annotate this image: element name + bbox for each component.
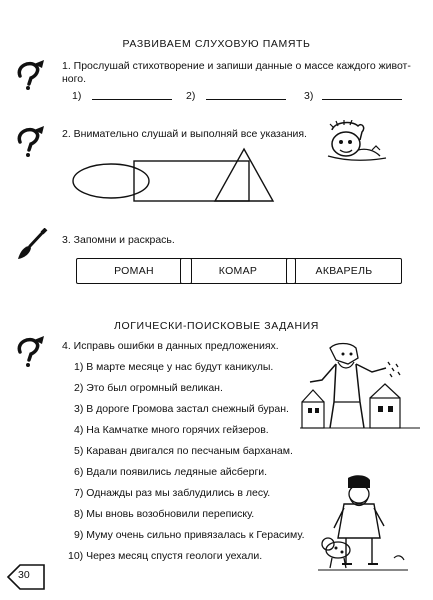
gerasim-illustration: [318, 474, 408, 574]
brush-icon: [14, 228, 48, 262]
word-box-1[interactable]: [76, 258, 192, 284]
answer-blank-1[interactable]: [92, 89, 172, 100]
task1-text-line1: 1. Прослушай стихотворение и запиши данные о массе каждого живот-: [62, 60, 411, 72]
task2-text: 2. Внимательно слушай и выполняй все указания.: [62, 128, 307, 140]
task3-text: 3. Запомни и раскрась.: [62, 234, 175, 246]
triangle-shape: [215, 149, 273, 201]
sentence-1: 1) В марте месяце у нас будут каникулы.: [74, 361, 274, 373]
page-number: 30: [18, 569, 30, 581]
boy-illustration: [322, 120, 388, 166]
blank-label-2: 2): [186, 90, 196, 102]
sentence-7: 7) Однажды раз мы заблудились в лесу.: [74, 487, 271, 499]
word-box-3[interactable]: [286, 258, 402, 284]
answer-blank-3[interactable]: [322, 89, 402, 100]
ellipse-shape: [73, 164, 149, 198]
sentence-8: 8) Мы вновь возобновили переписку.: [74, 508, 255, 520]
task1-text-line2: ного.: [62, 73, 86, 85]
sentence-4: 4) На Камчатке много горячих гейзеров.: [74, 424, 269, 436]
answer-blank-2[interactable]: [206, 89, 286, 100]
sentence-2: 2) Это был огромный великан.: [74, 382, 223, 394]
word-box-2-label: КОМАР: [218, 265, 258, 277]
ear-question-icon: [14, 334, 48, 368]
sentence-6: 6) Вдали появились ледяные айсберги.: [74, 466, 268, 478]
task4-text: 4. Исправь ошибки в данных предложениях.: [62, 340, 279, 352]
word-box-3-label: АКВАРЕЛЬ: [315, 265, 373, 277]
word-box-1-label: РОМАН: [114, 265, 154, 277]
shapes-figure: [70, 146, 300, 208]
ear-question-icon: [14, 58, 48, 90]
word-box-2[interactable]: [180, 258, 296, 284]
blank-label-3: 3): [304, 90, 314, 102]
sentence-10: 10) Через месяц спустя геологи уехали.: [68, 550, 263, 562]
ear-question-icon: [14, 124, 48, 158]
sentence-9: 9) Муму очень сильно привязалась к Герасиму.: [74, 529, 305, 541]
rectangle-shape: [134, 161, 249, 201]
blank-label-1: 1): [72, 90, 82, 102]
section-title-memory: РАЗВИВАЕМ СЛУХОВУЮ ПАМЯТЬ: [122, 38, 311, 50]
section-title-logic: ЛОГИЧЕСКИ-ПОИСКОВЫЕ ЗАДАНИЯ: [114, 320, 319, 332]
sentence-5: 5) Караван двигался по песчаным барханам.: [74, 445, 293, 457]
giant-illustration: [300, 342, 420, 432]
sentence-3: 3) В дороге Громова застал снежный буран.: [74, 403, 289, 415]
